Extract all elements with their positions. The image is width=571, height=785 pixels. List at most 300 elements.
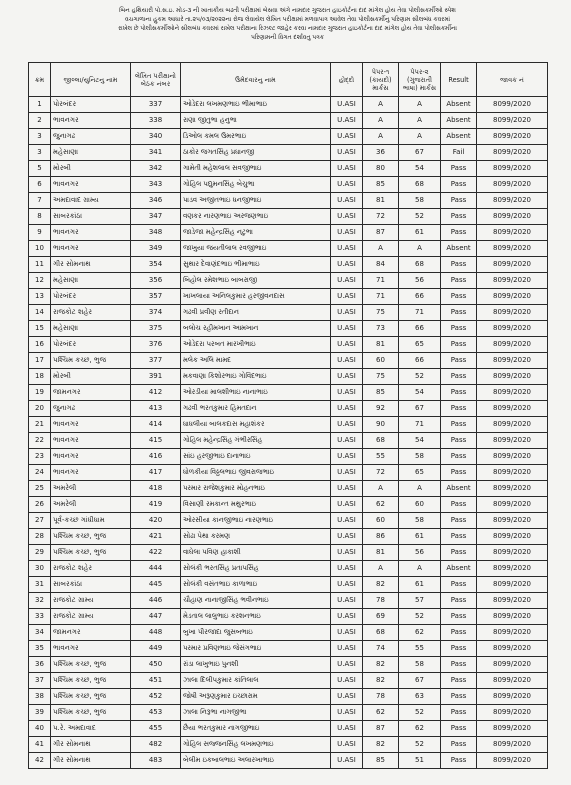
cell-district: જુનાગઢ <box>51 129 131 145</box>
cell-district: પશ્ચિમ કચ્છ, ભુજ <box>51 689 131 705</box>
cell-post: U.ASI <box>331 225 363 241</box>
cell-result: Pass <box>441 689 477 705</box>
table-row <box>29 497 548 513</box>
cell-post: U.ASI <box>331 129 363 145</box>
cell-district: રાજકોટ ગ્રામ્ય <box>51 609 131 625</box>
cell-post: U.ASI <box>331 145 363 161</box>
cell-paper1: 75 <box>363 305 399 321</box>
cell-name: ગઢવી ભરતકુમાર હિમતદાન <box>181 401 331 417</box>
cell-name: બિહોલ રમેશભાઇ બાબરાજી <box>181 273 331 289</box>
cell-paper2: 66 <box>399 289 441 305</box>
col-header-seat: લેખિત પરીક્ષાનો બેઠક નંબર <box>131 63 181 97</box>
cell-seat: 412 <box>131 385 181 401</box>
cell-paper2: 60 <box>399 497 441 513</box>
cell-paper1: 68 <box>363 433 399 449</box>
table-row <box>29 417 548 433</box>
cell-sr: 14 <box>29 305 51 321</box>
cell-name: ગામેતી મહેશલાલ સવજીભાઇ <box>181 161 331 177</box>
cell-post: U.ASI <box>331 577 363 593</box>
cell-name: જાડેજા મહેન્દ્રસિંહ નટુભા <box>181 225 331 241</box>
cell-district: પૂર્વ-કચ્છ ગાંધીધામ <box>51 513 131 529</box>
cell-name: મકવાણા કિશોરભાઇ ગોવિંદભાઇ <box>181 369 331 385</box>
cell-result: Pass <box>441 497 477 513</box>
cell-order: 8099/2020 <box>477 241 548 257</box>
cell-result: Pass <box>441 369 477 385</box>
cell-paper1: 90 <box>363 417 399 433</box>
col-header-post: હોદ્દો <box>331 63 363 97</box>
cell-district: મહેસાણા <box>51 273 131 289</box>
cell-paper2: 56 <box>399 545 441 561</box>
table-row <box>29 369 548 385</box>
cell-sr: 35 <box>29 641 51 657</box>
cell-name: બેલીમ ઇકબાલભાઇ અલારખાભાઇ <box>181 753 331 769</box>
cell-post: U.ASI <box>331 481 363 497</box>
cell-order: 8099/2020 <box>477 465 548 481</box>
cell-order: 8099/2020 <box>477 401 548 417</box>
cell-name: ઠાકોર જગતસિંહ પ્રધાનજી <box>181 145 331 161</box>
cell-paper2: 63 <box>399 689 441 705</box>
cell-sr: 21 <box>29 417 51 433</box>
cell-order: 8099/2020 <box>477 225 548 241</box>
cell-result: Pass <box>441 577 477 593</box>
cell-order: 8099/2020 <box>477 497 548 513</box>
table-row <box>29 609 548 625</box>
cell-paper1: 84 <box>363 257 399 273</box>
table-row <box>29 641 548 657</box>
cell-district: રાજકોટ શહેર <box>51 561 131 577</box>
cell-post: U.ASI <box>331 417 363 433</box>
cell-seat: 415 <box>131 433 181 449</box>
cell-post: U.ASI <box>331 545 363 561</box>
cell-seat: 448 <box>131 625 181 641</box>
table-row <box>29 97 548 113</box>
cell-order: 8099/2020 <box>477 289 548 305</box>
cell-sr: 41 <box>29 737 51 753</box>
cell-order: 8099/2020 <box>477 161 548 177</box>
cell-paper2: 51 <box>399 753 441 769</box>
cell-paper1: 85 <box>363 385 399 401</box>
cell-sr: 33 <box>29 609 51 625</box>
col-header-paper1: પેપર-૧ (કાયદો) માર્કસ <box>363 63 399 97</box>
cell-sr: 5 <box>29 161 51 177</box>
cell-order: 8099/2020 <box>477 609 548 625</box>
cell-seat: 446 <box>131 593 181 609</box>
cell-order: 8099/2020 <box>477 529 548 545</box>
table-row <box>29 577 548 593</box>
cell-name: ધોળકીયા વિઠ્ઠલભાઇ જીવરાજભાઇ <box>181 465 331 481</box>
cell-name: જોષી અરૂણકુમાર ઇચ્છારામ <box>181 689 331 705</box>
cell-result: Pass <box>441 705 477 721</box>
cell-post: U.ASI <box>331 209 363 225</box>
cell-seat: 449 <box>131 641 181 657</box>
heading-line: બિન હથિયારી પો.સ.ઇ. મોડ-૩ ની ખાતાકીય બઢતી પરીક્ષામાં બેસવા અંગે નામદાર ગુજરાત હાઇકોર્ટના દાદ માંગેલ હોય તેવા પોલીસકર્મીઓ સ્પેશ <box>119 7 456 14</box>
cell-district: અમદાવાદ ગ્રામ્ય <box>51 193 131 209</box>
cell-post: U.ASI <box>331 513 363 529</box>
cell-post: U.ASI <box>331 753 363 769</box>
cell-result: Pass <box>441 273 477 289</box>
cell-order: 8099/2020 <box>477 641 548 657</box>
cell-paper2: 67 <box>399 401 441 417</box>
table-row <box>29 561 548 577</box>
cell-result: Absent <box>441 481 477 497</box>
cell-result: Pass <box>441 193 477 209</box>
cell-post: U.ASI <box>331 273 363 289</box>
cell-result: Pass <box>441 673 477 689</box>
cell-post: U.ASI <box>331 321 363 337</box>
cell-paper1: 87 <box>363 721 399 737</box>
cell-name: ધાધલીયા બાલકદાસ મહાશંકર <box>181 417 331 433</box>
col-header-order: જાવક નં <box>477 63 548 97</box>
cell-post: U.ASI <box>331 449 363 465</box>
cell-order: 8099/2020 <box>477 417 548 433</box>
cell-order: 8099/2020 <box>477 321 548 337</box>
cell-result: Absent <box>441 241 477 257</box>
cell-paper1: 92 <box>363 401 399 417</box>
cell-name: ઓરસીયા કાનજીભાઇ નારણભાઇ <box>181 513 331 529</box>
cell-district: અમરેલી <box>51 481 131 497</box>
cell-seat: 391 <box>131 369 181 385</box>
cell-paper1: 62 <box>363 705 399 721</box>
table-row <box>29 289 548 305</box>
cell-paper1: 60 <box>363 353 399 369</box>
cell-paper1: 69 <box>363 609 399 625</box>
cell-sr: 32 <box>29 593 51 609</box>
cell-district: જામનગર <box>51 385 131 401</box>
cell-order: 8099/2020 <box>477 561 548 577</box>
cell-district: ભાવનગર <box>51 449 131 465</box>
cell-paper2: 71 <box>399 305 441 321</box>
cell-paper2: 54 <box>399 385 441 401</box>
cell-seat: 413 <box>131 401 181 417</box>
cell-sr: 38 <box>29 689 51 705</box>
cell-district: પશ્ચિમ કચ્છ, ભુજ <box>51 545 131 561</box>
cell-district: સાબરકાંઠા <box>51 577 131 593</box>
cell-name: ઓડેદરા પરબત મારખીભાઇ <box>181 337 331 353</box>
cell-name: મેડતાલ લાલુભાઇ કરશનભાઇ <box>181 609 331 625</box>
cell-post: U.ASI <box>331 353 363 369</box>
cell-order: 8099/2020 <box>477 689 548 705</box>
cell-paper1: 74 <box>363 641 399 657</box>
cell-name: જાખુયા જયતીલાલ રવજીભાઇ <box>181 241 331 257</box>
table-row <box>29 257 548 273</box>
table-row <box>29 513 548 529</box>
table-row <box>29 145 548 161</box>
cell-paper2: 52 <box>399 209 441 225</box>
cell-seat: 346 <box>131 193 181 209</box>
cell-sr: 23 <box>29 449 51 465</box>
cell-post: U.ASI <box>331 401 363 417</box>
cell-sr: 3 <box>29 145 51 161</box>
cell-result: Fail <box>441 145 477 161</box>
cell-seat: 455 <box>131 721 181 737</box>
table-row <box>29 721 548 737</box>
cell-paper1: 68 <box>363 625 399 641</box>
results-table <box>28 62 548 769</box>
cell-paper1: 81 <box>363 193 399 209</box>
cell-result: Pass <box>441 209 477 225</box>
col-header-paper2: પેપર-૨ (ગુજરાતી ભાષા) માર્કસ <box>399 63 441 97</box>
cell-seat: 338 <box>131 113 181 129</box>
cell-name: સોલંકી ભરતસિંહ પ્રતાપસિંહ <box>181 561 331 577</box>
table-row <box>29 113 548 129</box>
cell-sr: 30 <box>29 561 51 577</box>
cell-paper1: 55 <box>363 449 399 465</box>
cell-paper2: 57 <box>399 593 441 609</box>
cell-paper2: A <box>399 113 441 129</box>
cell-seat: 375 <box>131 321 181 337</box>
cell-paper2: 58 <box>399 513 441 529</box>
cell-paper1: 72 <box>363 209 399 225</box>
table-row <box>29 673 548 689</box>
cell-paper1: A <box>363 113 399 129</box>
cell-name: રાંડા લાખુભાઇ પુનશી <box>181 657 331 673</box>
cell-sr: 1 <box>29 97 51 113</box>
cell-sr: 17 <box>29 353 51 369</box>
cell-paper2: A <box>399 561 441 577</box>
cell-paper1: 82 <box>363 657 399 673</box>
cell-sr: 26 <box>29 497 51 513</box>
cell-seat: 416 <box>131 449 181 465</box>
cell-result: Absent <box>441 113 477 129</box>
cell-result: Pass <box>441 161 477 177</box>
cell-order: 8099/2020 <box>477 737 548 753</box>
cell-result: Pass <box>441 657 477 673</box>
cell-order: 8099/2020 <box>477 657 548 673</box>
table-row <box>29 353 548 369</box>
cell-order: 8099/2020 <box>477 673 548 689</box>
cell-post: U.ASI <box>331 641 363 657</box>
heading-line: રાખેલ છે પોલીસકર્મીઓને સીલબંધ કવરમાં રાખેલ પરીક્ષાના રિઝલ્ટ જાહેર કરવા નામદાર ગુજરાત હાઇકોર્ટના દાદ માંગેલ હોય તેવા પોલીસકર્મીના <box>118 25 457 32</box>
cell-paper1: 81 <box>363 545 399 561</box>
cell-post: U.ASI <box>331 705 363 721</box>
cell-paper2: 71 <box>399 417 441 433</box>
cell-result: Pass <box>441 593 477 609</box>
cell-paper2: 61 <box>399 577 441 593</box>
cell-district: ભાવનગર <box>51 417 131 433</box>
cell-order: 8099/2020 <box>477 433 548 449</box>
cell-paper2: 61 <box>399 529 441 545</box>
cell-paper1: A <box>363 561 399 577</box>
cell-name: પરમાર રાજેશકુમાર મોહનભાઇ <box>181 481 331 497</box>
cell-result: Pass <box>441 721 477 737</box>
cell-sr: 7 <box>29 193 51 209</box>
cell-paper1: A <box>363 97 399 113</box>
cell-district: ભાવનગર <box>51 241 131 257</box>
cell-seat: 341 <box>131 145 181 161</box>
cell-sr: 34 <box>29 625 51 641</box>
table-row <box>29 705 548 721</box>
cell-sr: 24 <box>29 465 51 481</box>
cell-order: 8099/2020 <box>477 513 548 529</box>
cell-order: 8099/2020 <box>477 753 548 769</box>
cell-seat: 337 <box>131 97 181 113</box>
cell-district: પોરબંદર <box>51 337 131 353</box>
cell-paper2: 52 <box>399 369 441 385</box>
cell-order: 8099/2020 <box>477 593 548 609</box>
cell-post: U.ASI <box>331 737 363 753</box>
cell-district: પ.રે. અમદાવાદ <box>51 721 131 737</box>
cell-seat: 349 <box>131 241 181 257</box>
cell-district: પશ્ચિમ કચ્છ, ભુજ <box>51 705 131 721</box>
cell-result: Pass <box>441 641 477 657</box>
cell-paper1: 81 <box>363 337 399 353</box>
cell-seat: 342 <box>131 161 181 177</box>
cell-result: Pass <box>441 385 477 401</box>
cell-district: ભાવનગર <box>51 641 131 657</box>
table-row <box>29 529 548 545</box>
cell-name: ગોહિલ મહેન્દ્રસિંહ ગંભીરસિંહ <box>181 433 331 449</box>
cell-post: U.ASI <box>331 161 363 177</box>
col-header-result: Result <box>441 63 477 97</box>
cell-sr: 13 <box>29 289 51 305</box>
cell-seat: 414 <box>131 417 181 433</box>
cell-paper2: 65 <box>399 465 441 481</box>
cell-name: ઝાલા નિરૂભા નાગજીભા <box>181 705 331 721</box>
cell-order: 8099/2020 <box>477 177 548 193</box>
cell-paper2: 68 <box>399 177 441 193</box>
cell-result: Pass <box>441 609 477 625</box>
cell-seat: 420 <box>131 513 181 529</box>
cell-post: U.ASI <box>331 673 363 689</box>
cell-name: ઝાલા દિલીપકુમાર કાંતિલાલ <box>181 673 331 689</box>
cell-paper2: 58 <box>399 193 441 209</box>
cell-paper2: A <box>399 129 441 145</box>
cell-paper1: 82 <box>363 577 399 593</box>
cell-paper1: 78 <box>363 689 399 705</box>
cell-paper2: 55 <box>399 641 441 657</box>
cell-sr: 8 <box>29 209 51 225</box>
cell-paper2: 66 <box>399 321 441 337</box>
cell-sr: 42 <box>29 753 51 769</box>
cell-seat: 377 <box>131 353 181 369</box>
cell-sr: 22 <box>29 433 51 449</box>
cell-paper1: 80 <box>363 161 399 177</box>
cell-seat: 418 <box>131 481 181 497</box>
cell-sr: 12 <box>29 273 51 289</box>
col-header-sr: ક્રમ <box>29 63 51 97</box>
cell-result: Pass <box>441 449 477 465</box>
cell-order: 8099/2020 <box>477 129 548 145</box>
cell-order: 8099/2020 <box>477 193 548 209</box>
table-row <box>29 481 548 497</box>
cell-name: પરમાર પ્રવિણભાઇ જેસંગભાઇ <box>181 641 331 657</box>
cell-post: U.ASI <box>331 385 363 401</box>
table-row <box>29 385 548 401</box>
cell-district: ગીર સોમનાથ <box>51 737 131 753</box>
cell-name: ગઢવી પ્રવીણ રતીદાન <box>181 305 331 321</box>
cell-sr: 15 <box>29 321 51 337</box>
cell-name: સાંઇ હરજીભાઇ દાનાભાઇ <box>181 449 331 465</box>
cell-order: 8099/2020 <box>477 337 548 353</box>
cell-district: રાજકોટ શહેર <box>51 305 131 321</box>
cell-post: U.ASI <box>331 193 363 209</box>
cell-post: U.ASI <box>331 465 363 481</box>
cell-name: સુથાર દેવાણંદભાઇ ભીમાભાઇ <box>181 257 331 273</box>
cell-sr: 31 <box>29 577 51 593</box>
cell-seat: 422 <box>131 545 181 561</box>
cell-sr: 2 <box>29 113 51 129</box>
cell-paper2: 62 <box>399 721 441 737</box>
cell-post: U.ASI <box>331 97 363 113</box>
cell-post: U.ASI <box>331 689 363 705</box>
cell-order: 8099/2020 <box>477 369 548 385</box>
cell-district: જામનગર <box>51 625 131 641</box>
cell-district: ગીર સોમનાથ <box>51 753 131 769</box>
cell-order: 8099/2020 <box>477 449 548 465</box>
cell-name: વણકર નારણભાઇ અરજણભાઇ <box>181 209 331 225</box>
cell-post: U.ASI <box>331 289 363 305</box>
table-row <box>29 337 548 353</box>
cell-seat: 482 <box>131 737 181 753</box>
cell-district: ભાવનગર <box>51 225 131 241</box>
cell-order: 8099/2020 <box>477 385 548 401</box>
cell-result: Pass <box>441 289 477 305</box>
cell-post: U.ASI <box>331 113 363 129</box>
table-row <box>29 689 548 705</box>
cell-result: Pass <box>441 321 477 337</box>
cell-order: 8099/2020 <box>477 577 548 593</box>
cell-order: 8099/2020 <box>477 97 548 113</box>
cell-post: U.ASI <box>331 561 363 577</box>
cell-paper2: 66 <box>399 353 441 369</box>
cell-post: U.ASI <box>331 497 363 513</box>
cell-paper1: A <box>363 241 399 257</box>
cell-sr: 39 <box>29 705 51 721</box>
table-row <box>29 401 548 417</box>
cell-result: Pass <box>441 257 477 273</box>
table-row <box>29 753 548 769</box>
cell-order: 8099/2020 <box>477 705 548 721</box>
cell-post: U.ASI <box>331 609 363 625</box>
cell-district: મહેસાણા <box>51 321 131 337</box>
cell-order: 8099/2020 <box>477 257 548 273</box>
table-header-row <box>29 63 548 97</box>
cell-name: બુખા પીરજાદા જુસબભાઇ <box>181 625 331 641</box>
table-row <box>29 129 548 145</box>
cell-district: મહેસાણા <box>51 145 131 161</box>
cell-district: ગીર સોમનાથ <box>51 257 131 273</box>
cell-post: U.ASI <box>331 369 363 385</box>
cell-seat: 421 <box>131 529 181 545</box>
cell-seat: 419 <box>131 497 181 513</box>
cell-order: 8099/2020 <box>477 145 548 161</box>
cell-paper1: 71 <box>363 289 399 305</box>
cell-paper2: 52 <box>399 737 441 753</box>
cell-paper2: 52 <box>399 609 441 625</box>
cell-post: U.ASI <box>331 433 363 449</box>
cell-seat: 376 <box>131 337 181 353</box>
cell-paper2: A <box>399 481 441 497</box>
table-row <box>29 625 548 641</box>
cell-district: પશ્ચિમ કચ્છ, ભુજ <box>51 529 131 545</box>
cell-seat: 483 <box>131 753 181 769</box>
cell-paper2: 56 <box>399 273 441 289</box>
cell-order: 8099/2020 <box>477 625 548 641</box>
table-row <box>29 225 548 241</box>
cell-paper2: 58 <box>399 449 441 465</box>
cell-paper2: 65 <box>399 337 441 353</box>
cell-name: ગોહિલ સજ્જનસિંહ લખમણભાઇ <box>181 737 331 753</box>
cell-sr: 6 <box>29 177 51 193</box>
cell-name: બલોચ રહીમખાન આમખાન <box>181 321 331 337</box>
table-row <box>29 241 548 257</box>
cell-district: પશ્ચિમ કચ્છ, ભુજ <box>51 353 131 369</box>
cell-district: ભાવનગર <box>51 433 131 449</box>
cell-seat: 445 <box>131 577 181 593</box>
cell-paper2: A <box>399 97 441 113</box>
cell-seat: 452 <box>131 689 181 705</box>
cell-result: Pass <box>441 305 477 321</box>
